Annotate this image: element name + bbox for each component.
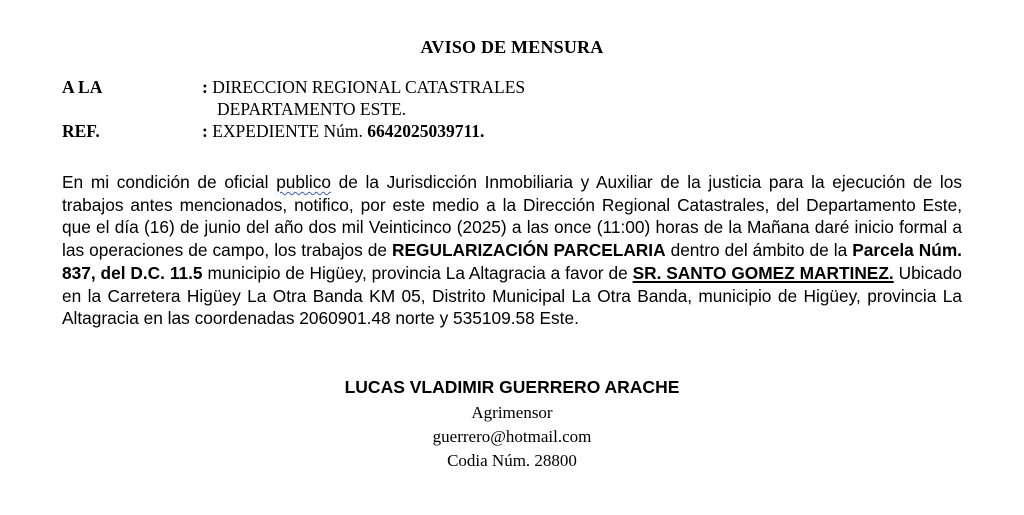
signatory-role: Agrimensor [471,403,553,422]
addressee-row [62,76,525,98]
body-text-2: de la Jurisdicción Inmobiliaria y Auxiliar de la justicia para la ejecución de los trabajos antes mencionados, notifico, por este medio a la Dirección Regional Catastrales, del Departamento Este, que el día (16) de junio del año dos mil Veinticinco (2025) a las once (11:00) horas de la Mañana daré inicio formal a las operaciones de campo, los trabajos de [62,172,962,261]
reference-colon: : [202,121,208,141]
beneficiary-name: SR. SANTO GOMEZ MARTINEZ. [632,262,894,283]
signatory-name: LUCAS VLADIMIR GUERRERO ARACHE [344,377,680,397]
addressee-colon: : [202,77,208,97]
addressee-line-2: DEPARTAMENTO ESTE. [217,99,407,119]
spellcheck-word: publico [276,172,331,192]
reference-text: EXPEDIENTE Núm. [212,121,363,141]
body-text-1: En mi condición de oficial [62,172,277,192]
addressee-line-1: DIRECCION REGIONAL CATASTRALES [212,77,526,97]
work-type: REGULARIZACIÓN PARCELARIA [392,240,666,261]
body-text-3: dentro del ámbito de la [665,240,853,261]
parcel-identifier: Parcela Núm. 837, del D.C. 11.5 [62,240,962,283]
notice-body [62,171,962,330]
reference-row [62,120,484,142]
body-text-4: municipio de Higüey, provincia La Altagracia a favor de [202,262,633,283]
reference-label: REF. [62,121,100,141]
body-text-5: Ubicado en la Carretera Higüey La Otra Banda KM 05, Distrito Municipal La Otra Banda, municipio de Higüey, provincia La Altagracia en las coordenadas 2060901.48 norte y 535109.58 Este. [62,262,962,329]
signatory-email: guerrero@hotmail.com [432,427,592,446]
reference-number: 6642025039711. [367,121,485,141]
document-title: AVISO DE MENSURA [420,37,604,57]
addressee-label: A LA [62,77,103,97]
signatory-codia: Codia Núm. 28800 [447,451,577,470]
